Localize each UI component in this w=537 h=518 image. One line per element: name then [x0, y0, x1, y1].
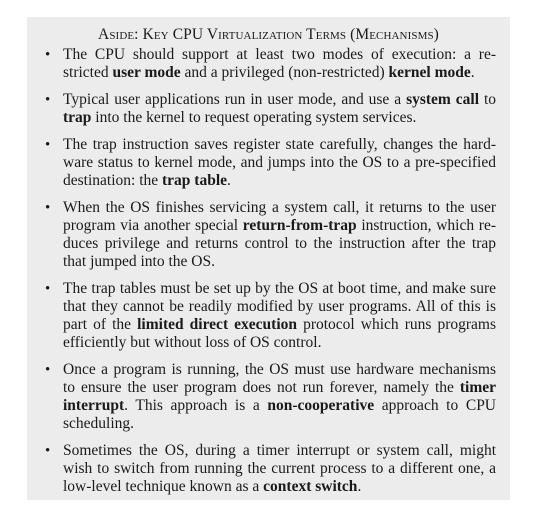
- key-term: limited direct execution: [137, 316, 298, 333]
- body-text: Sometimes the OS, during a timer interrupt or system call, might wish to switch from running the current process to a different one, a low-level technique known as a: [63, 442, 496, 495]
- aside-box: [27, 17, 510, 500]
- aside-title-text: Aside: Key CPU Virtualization Terms (Mechanisms): [98, 26, 439, 43]
- body-text: The trap instruction saves register state carefully, changes the hard-ware status to kernel mode, and jumps into the OS to a pre-specified destination: the: [63, 136, 496, 189]
- bullet-icon: •: [45, 443, 51, 459]
- body-text: Once a program is running, the OS must use hardware mechanisms to ensure the user program does not run forever, namely the: [63, 361, 496, 396]
- key-term: user mode: [112, 64, 181, 81]
- body-text: .: [357, 478, 362, 495]
- key-term: timer interrupt: [63, 379, 496, 414]
- key-term: context switch: [263, 478, 358, 495]
- bullet-icon: •: [45, 92, 51, 108]
- body-text: When the OS finishes servicing a system call, it returns to the user program via another special: [63, 199, 496, 234]
- body-text: The CPU should support at least two modes of execution: a re-stricted: [63, 46, 496, 81]
- body-text: approach to CPU scheduling.: [63, 397, 497, 432]
- aside-title: [41, 25, 496, 44]
- key-term: system call: [406, 91, 480, 108]
- body-text: .: [227, 172, 231, 189]
- term-list-item: [41, 199, 496, 271]
- body-text: The trap tables must be set up by the OS at boot time, and make sure that they cannot be readily modified by user programs. All of this is part of the: [63, 280, 496, 333]
- key-term: return-from-trap: [242, 217, 357, 234]
- term-list-item: [41, 361, 496, 433]
- term-list-item: [41, 280, 496, 352]
- body-text: instruction, which re-duces privilege and returns control to the instruction after the trap that jumped into the OS.: [63, 217, 496, 270]
- terms-list: [41, 46, 496, 496]
- key-term: kernel mode: [388, 64, 471, 81]
- bullet-icon: •: [45, 137, 51, 153]
- term-list-item: [41, 136, 496, 190]
- body-text: Typical user applications run in user mode, and use a: [63, 91, 407, 108]
- bullet-icon: •: [45, 200, 51, 216]
- term-list-item: [41, 91, 496, 127]
- key-term: trap table: [162, 172, 228, 189]
- body-text: . This approach is a: [124, 397, 268, 414]
- term-list-item: [41, 46, 496, 82]
- body-text: into the kernel to request operating system services.: [91, 109, 417, 126]
- bullet-icon: •: [45, 281, 51, 297]
- bullet-icon: •: [45, 47, 51, 63]
- body-text: protocol which runs programs efficiently but without loss of OS control.: [63, 316, 496, 351]
- key-term: trap: [63, 109, 92, 126]
- key-term: non-cooperative: [267, 397, 375, 414]
- term-list-item: [41, 442, 496, 496]
- body-text: to: [479, 91, 497, 108]
- body-text: and a privileged (non-restricted): [180, 64, 389, 81]
- body-text: .: [470, 64, 475, 81]
- bullet-icon: •: [45, 362, 51, 378]
